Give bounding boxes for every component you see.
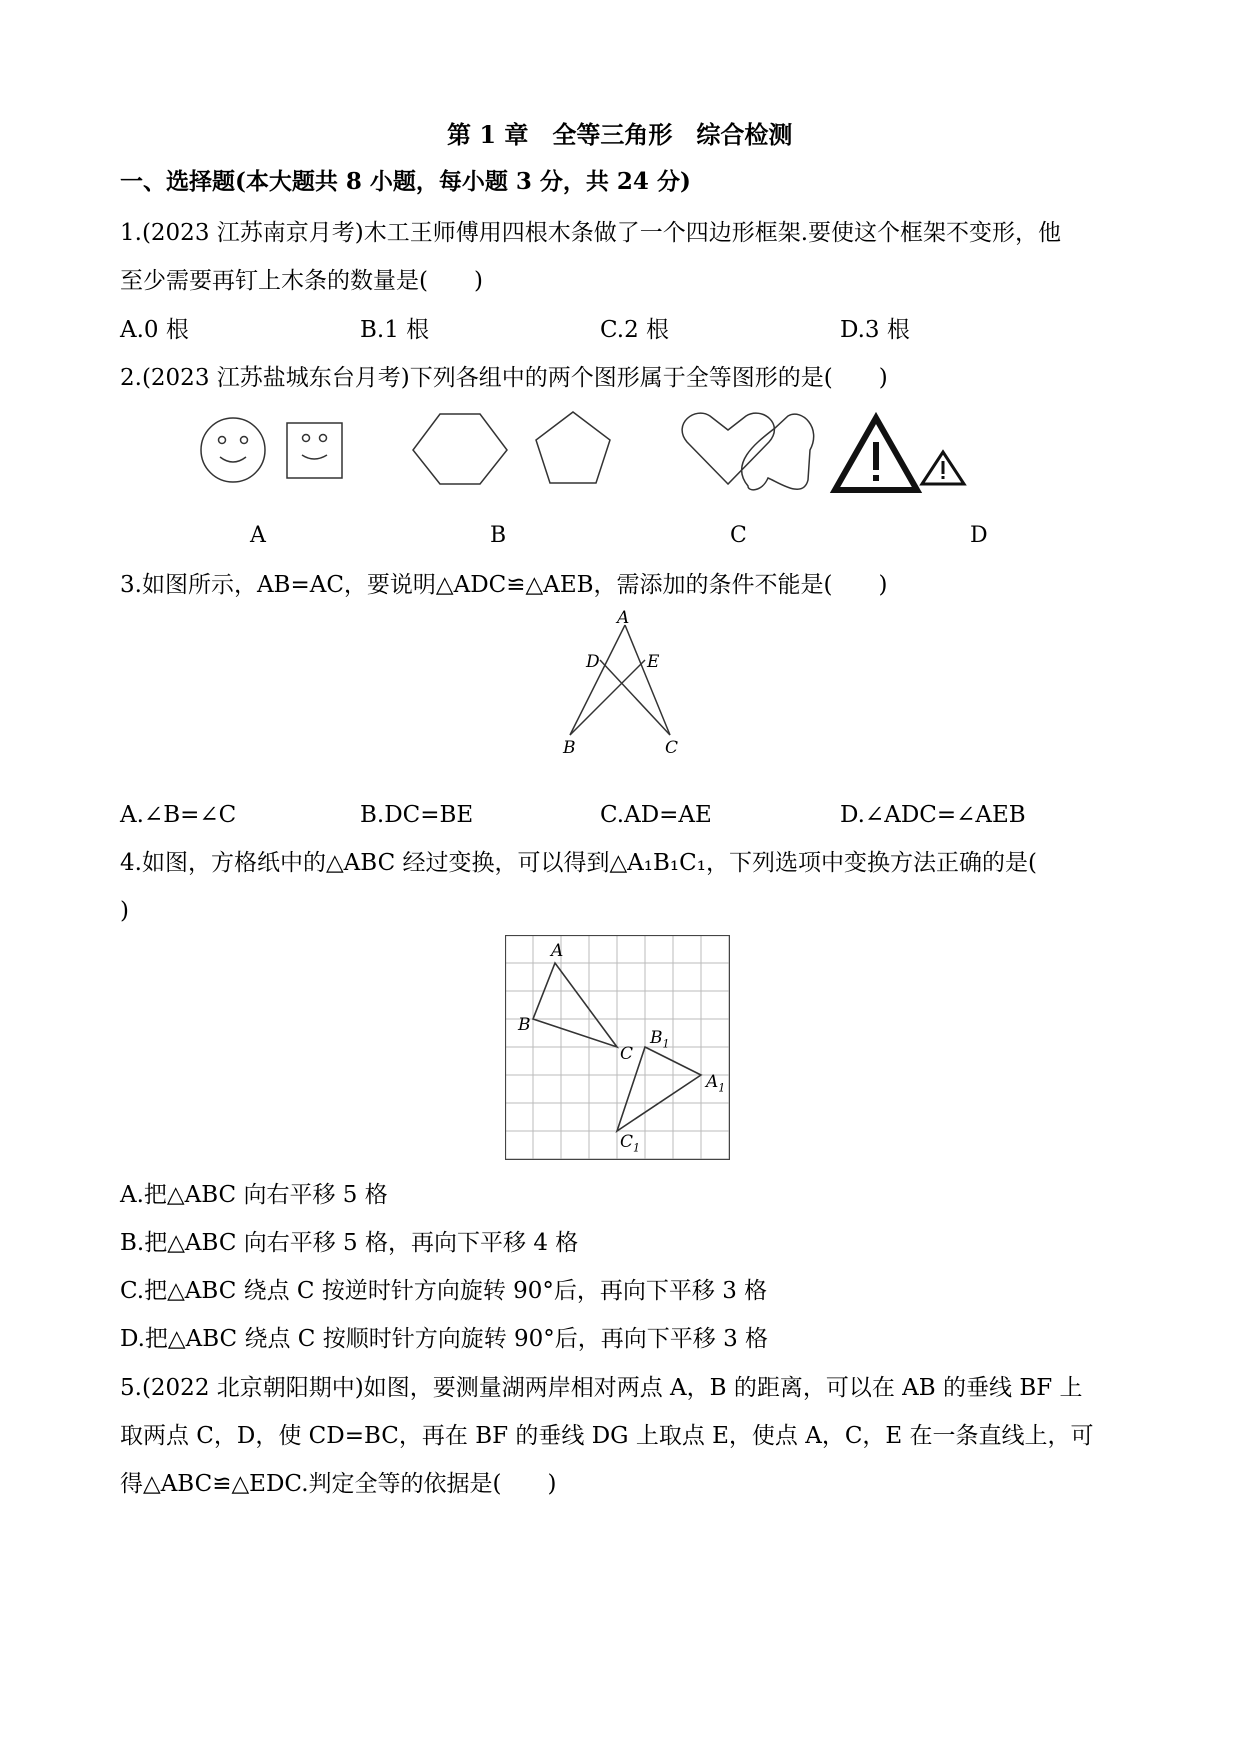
q4-point-b1: $B_1$ [650,1028,670,1051]
q1-option-a: A.0 根 [120,317,189,343]
q2-caption-c: C [730,523,747,548]
q4-point-c1: $C_1$ [620,1132,641,1155]
q2-text-line1: 2.(2023 江苏盐城东台月考)下列各组中的两个图形属于全等图形的是( ) [120,365,888,391]
pentagon-shape [536,412,610,483]
q4-text-line1: 4.如图，方格纸中的△ABC 经过变换，可以得到△A₁B₁C₁，下列选项中变换方法正确的是( [120,850,1037,876]
q3-option-d: D.∠ADC=∠AEB [840,802,1026,828]
q1-text-line2: 至少需要再钉上木条的数量是( ) [120,268,483,294]
q5-text-line1: 5.(2022 北京朝阳期中)如图，要测量湖两岸相对两点 A，B 的距离，可以在 AB 的垂线 BF 上 [120,1375,1083,1401]
q3-option-a: A.∠B=∠C [120,802,237,828]
section-heading: 一、选择题(本大题共 8 小题，每小题 3 分，共 24 分) [120,168,691,195]
page-title: 第 1 章 全等三角形 综合检测 [447,120,793,149]
q3-point-c: C [665,738,679,758]
warning-triangle-large-icon [835,418,917,490]
q4-grid-figure [505,935,730,1160]
q4-point-a: A [551,941,564,961]
q4-option-b: B.把△ABC 向右平移 5 格，再向下平移 4 格 [120,1230,579,1256]
q4-point-b: B [518,1015,531,1035]
q3-option-b: B.DC=BE [360,802,474,828]
smiley-square-icon [287,423,342,478]
smiley-circle-icon [201,418,265,482]
hexagon-shape [413,414,507,484]
q1-option-b: B.1 根 [360,317,430,343]
warning-triangle-small-icon [922,452,964,484]
q4-option-c: C.把△ABC 绕点 C 按逆时针方向旋转 90°后，再向下平移 3 格 [120,1278,768,1304]
q1-text-line1: 1.(2023 江苏南京月考)木工王师傅用四根木条做了一个四边形框架.要使这个框架不变形，他 [120,220,1062,246]
q3-point-e: E [647,652,660,672]
q4-option-a: A.把△ABC 向右平移 5 格 [120,1182,388,1208]
heart-rotated-shape [742,414,814,490]
q4-point-c: C [620,1044,634,1064]
q3-point-b: B [563,738,576,758]
q3-point-a: A [617,608,630,628]
q4-option-d: D.把△ABC 绕点 C 按顺时针方向旋转 90°后，再向下平移 3 格 [120,1326,769,1352]
q4-text-line2: ) [120,898,129,924]
q1-option-c: C.2 根 [600,317,670,343]
q3-text-line1: 3.如图所示，AB=AC，要说明△ADC≌△AEB，需添加的条件不能是( ) [120,572,888,598]
q3-option-c: C.AD=AE [600,802,712,828]
q2-caption-a: A [250,523,266,548]
q2-caption-b: B [490,523,507,548]
q1-option-d: D.3 根 [840,317,910,343]
q2-caption-d: D [970,523,988,548]
q5-text-line3: 得△ABC≌△EDC.判定全等的依据是( ) [120,1471,557,1497]
q5-text-line2: 取两点 C，D，使 CD=BC，再在 BF 的垂线 DG 上取点 E，使点 A，C，E 在一条直线上，可 [120,1423,1094,1449]
q4-point-a1: $A_1$ [706,1072,726,1095]
q2-figure-row [150,400,1070,510]
heart-shape [682,413,774,484]
q3-point-d: D [586,652,600,672]
